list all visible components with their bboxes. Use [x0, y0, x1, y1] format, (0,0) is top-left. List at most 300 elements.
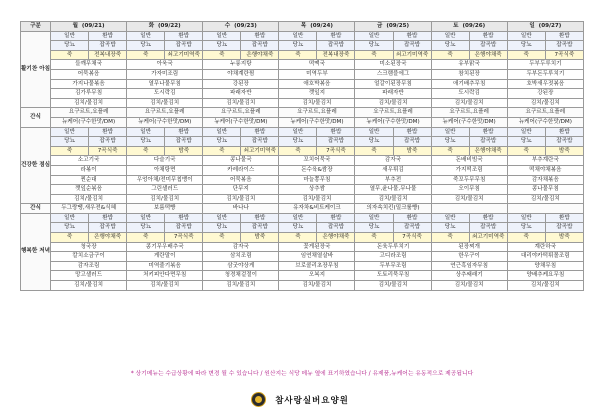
- breakfast-item-row: [21, 98, 584, 108]
- lunch-item-row: [21, 185, 584, 195]
- lunch-item-row: [21, 156, 584, 166]
- dinner-pureed-5: 환밥: [469, 213, 507, 223]
- breakfast-multigrain-3: 잡곡밥: [317, 41, 355, 51]
- day-name: 월: [72, 23, 78, 29]
- breakfast-diabetic-2: 당뇨: [203, 41, 241, 51]
- breakfast-diabetic-4: 당뇨: [355, 41, 393, 51]
- breakfast-dish-3: 미역두부: [279, 69, 355, 79]
- breakfast-porridge-name-6: 7곡식죽: [545, 50, 583, 60]
- dinner-item-row: [21, 252, 584, 262]
- breakfast-general-3: 일반: [279, 31, 317, 41]
- day-date: (09/23): [234, 23, 257, 29]
- dinner-dish-4: 김치/물김치: [355, 281, 431, 291]
- lunch-dish-6: 부추계란국: [507, 156, 583, 166]
- morning-snack-row: [21, 117, 584, 127]
- day-name: 금: [377, 23, 383, 29]
- lunch-porridge-name-2: 쇠고기미역죽: [241, 146, 279, 156]
- dinner-multigrain-3: 잡곡밥: [317, 223, 355, 233]
- lunch-dish-4: 부추전: [355, 175, 431, 185]
- lunch-diabetic-1: 당뇨: [127, 137, 165, 147]
- breakfast-dish-5: 김치/물김치: [431, 98, 507, 108]
- dinner-dish-4: 도토리묵무침: [355, 271, 431, 281]
- breakfast-dish-2: 강된장: [203, 79, 279, 89]
- breakfast-porridge-row: [21, 50, 584, 60]
- dinner-diabetic-2: 당뇨: [203, 223, 241, 233]
- lunch-multigrain-0: 잡곡밥: [89, 137, 127, 147]
- lunch-porridge-name-1: 밤죽: [165, 146, 203, 156]
- weekly-menu-table: [20, 21, 584, 291]
- day-date: (09/27): [538, 23, 562, 29]
- dinner-dish-6: 계란하국: [507, 242, 583, 252]
- dinner-porridge-label-3: 죽: [279, 233, 317, 243]
- lunch-porridge-label-1: 죽: [127, 146, 165, 156]
- lunch-dish-5: 돈배비빔국: [431, 156, 507, 166]
- breakfast-general-1: 일반: [127, 31, 165, 41]
- lunch-pureed-0: 환밥: [89, 127, 127, 137]
- day-name: 목: [300, 23, 307, 29]
- breakfast-dish-6: 김치/물김치: [507, 98, 583, 108]
- lunch-dish-0: 소고기국: [51, 156, 127, 166]
- dinner-dish-6: 김치/물김치: [507, 281, 583, 291]
- breakfast-porridge-label-1: 죽: [127, 50, 165, 60]
- breakfast-dish-0: 김치/물김치: [51, 98, 127, 108]
- lunch-dish-6: 콩나물무침: [507, 185, 583, 195]
- lunch-porridge-label-3: 죽: [279, 146, 317, 156]
- dinner-item-row: [21, 261, 584, 271]
- footer: [0, 389, 600, 405]
- dinner-option-row: [21, 223, 584, 233]
- lunch-dish-3: 마늘쫑무침: [279, 175, 355, 185]
- dinner-dish-3: 임연채열살바: [279, 252, 355, 262]
- dinner-pureed-3: 환밥: [317, 213, 355, 223]
- lunch-dish-1: 김치/물김치: [127, 194, 203, 204]
- breakfast-dish-1: 아욱국: [127, 60, 203, 70]
- dinner-dish-5: 연근흑임자무침: [431, 261, 507, 271]
- lunch-dish-0: 라볶이: [51, 165, 127, 175]
- afternoon-snack-item-6: [507, 204, 583, 214]
- lunch-dish-2: 카레라이스: [203, 165, 279, 175]
- dinner-general-5: 일반: [431, 213, 469, 223]
- dinner-multigrain-4: 잡곡밥: [393, 223, 431, 233]
- breakfast-multigrain-4: 잡곡밥: [393, 41, 431, 51]
- lunch-dish-4: 열무,윤나물,무나물: [355, 185, 431, 195]
- lunch-dish-2: 어묵볶음: [203, 175, 279, 185]
- breakfast-dish-6: 두부돈두루치기: [507, 69, 583, 79]
- lunch-dish-3: 꼬치어묵국: [279, 156, 355, 166]
- breakfast-porridge-name-1: 쇠고기미역죽: [165, 50, 203, 60]
- breakfast-general-5: 일반: [431, 31, 469, 41]
- breakfast-pureed-5: 환밥: [469, 31, 507, 41]
- dinner-dish-2: 청경채겉절이: [203, 271, 279, 281]
- breakfast-porridge-label-6: 죽: [507, 50, 545, 60]
- lunch-dish-4: 새우튀김: [355, 165, 431, 175]
- lunch-dish-1: 그린샐러드: [127, 185, 203, 195]
- breakfast-dish-1: 가자미조림: [127, 69, 203, 79]
- morning-snack-supplement-3: 뉴케어(구수한맛/DM): [279, 117, 355, 127]
- lunch-multigrain-2: 잡곡밥: [241, 137, 279, 147]
- dinner-dish-0: 감자조림: [51, 261, 127, 271]
- corner-label: 구분: [21, 22, 51, 32]
- afternoon-snack-item-4: 의자속치킨(밀크룰빵): [355, 204, 431, 214]
- breakfast-pureed-4: 환밥: [393, 31, 431, 41]
- breakfast-multigrain-2: 잡곡밥: [241, 41, 279, 51]
- breakfast-dish-1: 김치/물김치: [127, 98, 203, 108]
- breakfast-general-4: 일반: [355, 31, 393, 41]
- dinner-porridge-name-5: 쇠고기미역죽: [469, 233, 507, 243]
- breakfast-dish-0: 들깨무채국: [51, 60, 127, 70]
- breakfast-pureed-3: 환밥: [317, 31, 355, 41]
- dinner-general-1: 일반: [127, 213, 165, 223]
- dinner-dish-0: 망고샐러드: [51, 271, 127, 281]
- lunch-dish-5: 김치/물김치: [431, 194, 507, 204]
- lunch-dish-4: 김치/물김치: [355, 194, 431, 204]
- lunch-dish-1: 다슬기국: [127, 156, 203, 166]
- breakfast-diabetic-1: 당뇨: [127, 41, 165, 51]
- day-header-4: [355, 22, 431, 32]
- breakfast-porridge-label-4: 죽: [355, 50, 393, 60]
- afternoon-snack-item-2: 바나나: [203, 204, 279, 214]
- lunch-multigrain-6: 잡곡밥: [545, 137, 583, 147]
- dinner-dish-5: 김치/물김치: [431, 281, 507, 291]
- dinner-dish-0: 청국장: [51, 242, 127, 252]
- lunch-pureed-3: 환밥: [317, 127, 355, 137]
- dinner-pureed-1: 환밥: [165, 213, 203, 223]
- dinner-multigrain-0: 잡곡밥: [89, 223, 127, 233]
- breakfast-dish-0: 김가루무침: [51, 89, 127, 99]
- dinner-dish-1: 게란말이: [127, 252, 203, 262]
- dinner-pureed-0: 환밥: [89, 213, 127, 223]
- dinner-dish-5: 된장찌개: [431, 242, 507, 252]
- breakfast-dish-6: 호박새우젓볶음: [507, 79, 583, 89]
- breakfast-pureed-2: 환밥: [241, 31, 279, 41]
- dinner-dish-4: 고디라조림: [355, 252, 431, 262]
- dinner-dish-0: 칼치소금구이: [51, 252, 127, 262]
- dinner-pureed-4: 환밥: [393, 213, 431, 223]
- breakfast-item-row: [21, 79, 584, 89]
- lunch-dish-5: 가지떡조림: [431, 165, 507, 175]
- breakfast-dish-5: 도시락김: [431, 89, 507, 99]
- dinner-pureed-2: 환밥: [241, 213, 279, 223]
- facility-logo-icon: [251, 392, 266, 407]
- lunch-general-6: 일반: [507, 127, 545, 137]
- breakfast-multigrain-6: 잡곡밥: [545, 41, 583, 51]
- dinner-diabetic-6: 당뇨: [507, 223, 545, 233]
- lunch-pureed-1: 환밥: [165, 127, 203, 137]
- breakfast-general-2: 일반: [203, 31, 241, 41]
- lunch-porridge-name-4: 밤죽: [393, 146, 431, 156]
- breakfast-option-row: [21, 31, 584, 41]
- day-header-3: [279, 22, 355, 32]
- lunch-dish-1: 우엉아채/전미무칩뱅이: [127, 175, 203, 185]
- breakfast-dish-2: 야채계란찜: [203, 69, 279, 79]
- breakfast-dish-2: 김치/물김치: [203, 98, 279, 108]
- afternoon-snack-item-5: [431, 204, 507, 214]
- dinner-dish-6: 양채무침: [507, 261, 583, 271]
- breakfast-porridge-name-0: 전복내장죽: [89, 50, 127, 60]
- dinner-diabetic-4: 당뇨: [355, 223, 393, 233]
- day-header-6: [507, 22, 583, 32]
- dinner-porridge-name-4: 7곡식죽: [393, 233, 431, 243]
- breakfast-dish-0: 가지나물볶음: [51, 79, 127, 89]
- lunch-item-row: [21, 175, 584, 185]
- lunch-dish-2: 콩나물국: [203, 156, 279, 166]
- breakfast-option-row: [21, 41, 584, 51]
- breakfast-diabetic-5: 당뇨: [431, 41, 469, 51]
- morning-snack-row: [21, 108, 584, 118]
- lunch-dish-5: 오이무침: [431, 185, 507, 195]
- dinner-dish-3: 브로콜리초장무침: [279, 261, 355, 271]
- lunch-porridge-name-6: 밤죽: [545, 146, 583, 156]
- dinner-pureed-6: 환밥: [545, 213, 583, 223]
- dinner-general-0: 일반: [51, 213, 89, 223]
- lunch-porridge-name-3: 7곡식죽: [317, 146, 355, 156]
- dinner-dish-2: 삼굿야상게: [203, 261, 279, 271]
- afternoon-snack-item-3: 유자차&비트케이크: [279, 204, 355, 214]
- breakfast-dish-5: 애기배추무침: [431, 79, 507, 89]
- lunch-porridge-label-5: 죽: [431, 146, 469, 156]
- afternoon-snack-item-0: 두그랑땡,새우전&식혜: [51, 204, 127, 214]
- breakfast-pureed-0: 환밥: [89, 31, 127, 41]
- dinner-diabetic-5: 당뇨: [431, 223, 469, 233]
- lunch-diabetic-0: 당뇨: [51, 137, 89, 147]
- breakfast-diabetic-3: 당뇨: [279, 41, 317, 51]
- breakfast-porridge-name-3: 전복내장죽: [317, 50, 355, 60]
- dinner-porridge-label-6: 죽: [507, 233, 545, 243]
- dinner-porridge-label-2: 죽: [203, 233, 241, 243]
- menu-notice: * 상기메뉴는 수급상황에 따라 변경 될 수 있습니다 / 원산지는 식당 메뉴 옆에 표기하였습니다 / 유제품,뉴케어는 유동적으로 제공됩니다: [130, 371, 474, 377]
- day-header-1: [127, 22, 203, 32]
- dinner-general-2: 일반: [203, 213, 241, 223]
- lunch-item-row: [21, 165, 584, 175]
- morning-snack-item-6: 요구르트,요플레: [507, 108, 583, 118]
- lunch-option-row: [21, 137, 584, 147]
- morning-snack-supplement-2: 뉴케어(구수한맛/DM): [203, 117, 279, 127]
- breakfast-dish-6: 두부두루치기: [507, 60, 583, 70]
- day-date: (09/25): [386, 23, 410, 29]
- breakfast-dish-1: 열무나물무침: [127, 79, 203, 89]
- dinner-porridge-row: [21, 233, 584, 243]
- lunch-general-0: 일반: [51, 127, 89, 137]
- dinner-dish-5: 상추쌔래기: [431, 271, 507, 281]
- day-date: (09/22): [158, 23, 181, 29]
- dinner-general-6: 일반: [507, 213, 545, 223]
- dinner-porridge-name-1: 7곡식죽: [165, 233, 203, 243]
- lunch-option-row: [21, 127, 584, 137]
- day-name: 일: [529, 23, 535, 29]
- breakfast-item-row: [21, 60, 584, 70]
- afternoon-snack-row: [21, 204, 584, 214]
- day-name: 화: [148, 23, 155, 29]
- lunch-dish-3: 김치/물김치: [279, 194, 355, 204]
- breakfast-porridge-name-5: 은행야채죽: [469, 50, 507, 60]
- afternoon-snack-label: 간식: [21, 204, 51, 214]
- morning-snack-item-3: 요구르트,요플레: [279, 108, 355, 118]
- dinner-dish-1: 콩기무우배추국: [127, 242, 203, 252]
- breakfast-dish-3: 애호박볶음: [279, 79, 355, 89]
- morning-snack-item-4: 요구르트,요플레: [355, 108, 431, 118]
- dinner-diabetic-3: 당뇨: [279, 223, 317, 233]
- breakfast-dish-5: 참치된장: [431, 69, 507, 79]
- breakfast-dish-4: 얼갈이된장무침: [355, 79, 431, 89]
- lunch-item-row: [21, 194, 584, 204]
- dinner-dish-2: 김치/물김치: [203, 281, 279, 291]
- dinner-porridge-name-2: 밤죽: [241, 233, 279, 243]
- breakfast-porridge-name-2: 은행야채죽: [241, 50, 279, 60]
- dinner-multigrain-5: 잡곡밥: [469, 223, 507, 233]
- day-name: 수: [224, 23, 231, 29]
- dinner-dish-6: 대리야카떡튀몰조림: [507, 252, 583, 262]
- morning-snack-supplement-4: 뉴케어(구수한맛/DM): [355, 117, 431, 127]
- lunch-dish-4: 감자국: [355, 156, 431, 166]
- breakfast-general-0: 일반: [51, 31, 89, 41]
- breakfast-multigrain-1: 잡곡밥: [165, 41, 203, 51]
- lunch-dish-0: 김치/물김치: [51, 194, 127, 204]
- dinner-item-row: [21, 281, 584, 291]
- dinner-general-4: 일반: [355, 213, 393, 223]
- breakfast-dish-3: 떡맥국: [279, 60, 355, 70]
- dinner-dish-4: 두부무조림: [355, 261, 431, 271]
- lunch-dish-6: 김치/물김치: [507, 194, 583, 204]
- breakfast-dish-1: 도시락김: [127, 89, 203, 99]
- morning-snack-item-2: 요구르트,요플레: [203, 108, 279, 118]
- lunch-porridge-label-4: 죽: [355, 146, 393, 156]
- lunch-dish-5: 죽꼬두무무침: [431, 175, 507, 185]
- lunch-general-1: 일반: [127, 127, 165, 137]
- dinner-item-row: [21, 242, 584, 252]
- breakfast-porridge-label-3: 죽: [279, 50, 317, 60]
- lunch-dish-1: 아채탕면: [127, 165, 203, 175]
- morning-snack-supplement-5: 뉴케어(구수한맛/DM): [431, 117, 507, 127]
- lunch-general-2: 일반: [203, 127, 241, 137]
- header-row: [21, 22, 584, 32]
- dinner-dish-0: 김치/물김치: [51, 281, 127, 291]
- breakfast-diabetic-0: 당뇨: [51, 41, 89, 51]
- dinner-dish-2: 삼치조림: [203, 252, 279, 262]
- breakfast-porridge-name-4: 쇠고기미역죽: [393, 50, 431, 60]
- breakfast-dish-2: 누룽지탕: [203, 60, 279, 70]
- lunch-multigrain-4: 잡곡밥: [393, 137, 431, 147]
- lunch-dish-0: 찐순대: [51, 175, 127, 185]
- lunch-porridge-name-5: 은행야채죽: [469, 146, 507, 156]
- lunch-porridge-label-6: 죽: [507, 146, 545, 156]
- breakfast-item-row: [21, 89, 584, 99]
- lunch-multigrain-5: 잡곡밥: [469, 137, 507, 147]
- dinner-general-3: 일반: [279, 213, 317, 223]
- lunch-porridge-row: [21, 146, 584, 156]
- dinner-dish-3: 오복지: [279, 271, 355, 281]
- dinner-option-row: [21, 213, 584, 223]
- breakfast-dish-2: 파래자반: [203, 89, 279, 99]
- dinner-porridge-label-4: 죽: [355, 233, 393, 243]
- dinner-dish-1: 김치/물김치: [127, 281, 203, 291]
- dinner-dish-2: 감자국: [203, 242, 279, 252]
- breakfast-multigrain-5: 잡곡밥: [469, 41, 507, 51]
- lunch-multigrain-3: 잡곡밥: [317, 137, 355, 147]
- dinner-porridge-name-0: 은행야채죽: [89, 233, 127, 243]
- breakfast-dish-0: 어묵볶음: [51, 69, 127, 79]
- breakfast-dish-4: 김치/물김치: [355, 98, 431, 108]
- day-name: 토: [453, 23, 459, 29]
- dinner-porridge-label-5: 죽: [431, 233, 469, 243]
- dinner-dish-3: 김치/물김치: [279, 281, 355, 291]
- day-date: (09/24): [310, 23, 333, 29]
- lunch-pureed-2: 환밥: [241, 127, 279, 137]
- breakfast-dish-4: 스크램블에그: [355, 69, 431, 79]
- day-header-0: [51, 22, 127, 32]
- facility-name: 참사랑실버요양원: [275, 395, 349, 406]
- lunch-porridge-name-0: 7곡식죽: [89, 146, 127, 156]
- dinner-multigrain-1: 잡곡밥: [165, 223, 203, 233]
- breakfast-pureed-6: 환밥: [545, 31, 583, 41]
- breakfast-porridge-label-5: 죽: [431, 50, 469, 60]
- morning-snack-label: 간식: [21, 108, 51, 127]
- lunch-general-5: 일반: [431, 127, 469, 137]
- lunch-general-4: 일반: [355, 127, 393, 137]
- lunch-dish-6: 떡채야채볶음: [507, 165, 583, 175]
- breakfast-label: 활기찬 아침: [21, 31, 51, 108]
- dinner-label: 행복한 저녁: [21, 213, 51, 290]
- breakfast-dish-4: 미소된장국: [355, 60, 431, 70]
- dinner-multigrain-6: 잡곡밥: [545, 223, 583, 233]
- lunch-diabetic-3: 당뇨: [279, 137, 317, 147]
- breakfast-dish-3: 김치/물김치: [279, 98, 355, 108]
- breakfast-diabetic-6: 당뇨: [507, 41, 545, 51]
- lunch-dish-2: 김치/물김치: [203, 194, 279, 204]
- lunch-pureed-5: 환밥: [469, 127, 507, 137]
- lunch-porridge-label-2: 죽: [203, 146, 241, 156]
- lunch-diabetic-6: 당뇨: [507, 137, 545, 147]
- dinner-porridge-label-1: 죽: [127, 233, 165, 243]
- breakfast-porridge-label-2: 죽: [203, 50, 241, 60]
- breakfast-dish-3: 깻잎지: [279, 89, 355, 99]
- lunch-label: 건강한 점심: [21, 127, 51, 204]
- lunch-multigrain-1: 잡곡밥: [165, 137, 203, 147]
- lunch-diabetic-4: 당뇨: [355, 137, 393, 147]
- breakfast-dish-6: 강된장: [507, 89, 583, 99]
- morning-snack-item-0: 요구르트,요플레: [51, 108, 127, 118]
- lunch-dish-0: 깻잎순볶음: [51, 185, 127, 195]
- lunch-dish-6: 감자채볶음: [507, 175, 583, 185]
- dinner-item-row: [21, 271, 584, 281]
- breakfast-pureed-1: 환밥: [165, 31, 203, 41]
- day-header-2: [203, 22, 279, 32]
- breakfast-dish-4: 파래자반: [355, 89, 431, 99]
- dinner-dish-1: 미역줄기볶음: [127, 261, 203, 271]
- morning-snack-supplement-1: 뉴케어(구수한맛/DM): [127, 117, 203, 127]
- lunch-porridge-label-0: 죽: [51, 146, 89, 156]
- dinner-dish-4: 돈육두루치기: [355, 242, 431, 252]
- morning-snack-item-1: 요구르트,요플레: [127, 108, 203, 118]
- breakfast-dish-5: 유부맑국: [431, 60, 507, 70]
- dinner-dish-6: 양배추케요무침: [507, 271, 583, 281]
- dinner-diabetic-0: 당뇨: [51, 223, 89, 233]
- day-header-5: [431, 22, 507, 32]
- lunch-dish-2: 단무지: [203, 185, 279, 195]
- dinner-porridge-name-6: 밤죽: [545, 233, 583, 243]
- morning-snack-supplement-0: 뉴케어(구수한맛/DM): [51, 117, 127, 127]
- lunch-pureed-4: 환밥: [393, 127, 431, 137]
- dinner-porridge-label-0: 죽: [51, 233, 89, 243]
- dinner-dish-1: 처키피안다면무침: [127, 271, 203, 281]
- lunch-diabetic-2: 당뇨: [203, 137, 241, 147]
- lunch-pureed-6: 환밥: [545, 127, 583, 137]
- dinner-dish-3: 꽃게된장국: [279, 242, 355, 252]
- breakfast-item-row: [21, 69, 584, 79]
- day-date: (09/26): [462, 23, 486, 29]
- dinner-porridge-name-3: 은행야채죽: [317, 233, 355, 243]
- dinner-diabetic-1: 당뇨: [127, 223, 165, 233]
- breakfast-multigrain-0: 잡곡밥: [89, 41, 127, 51]
